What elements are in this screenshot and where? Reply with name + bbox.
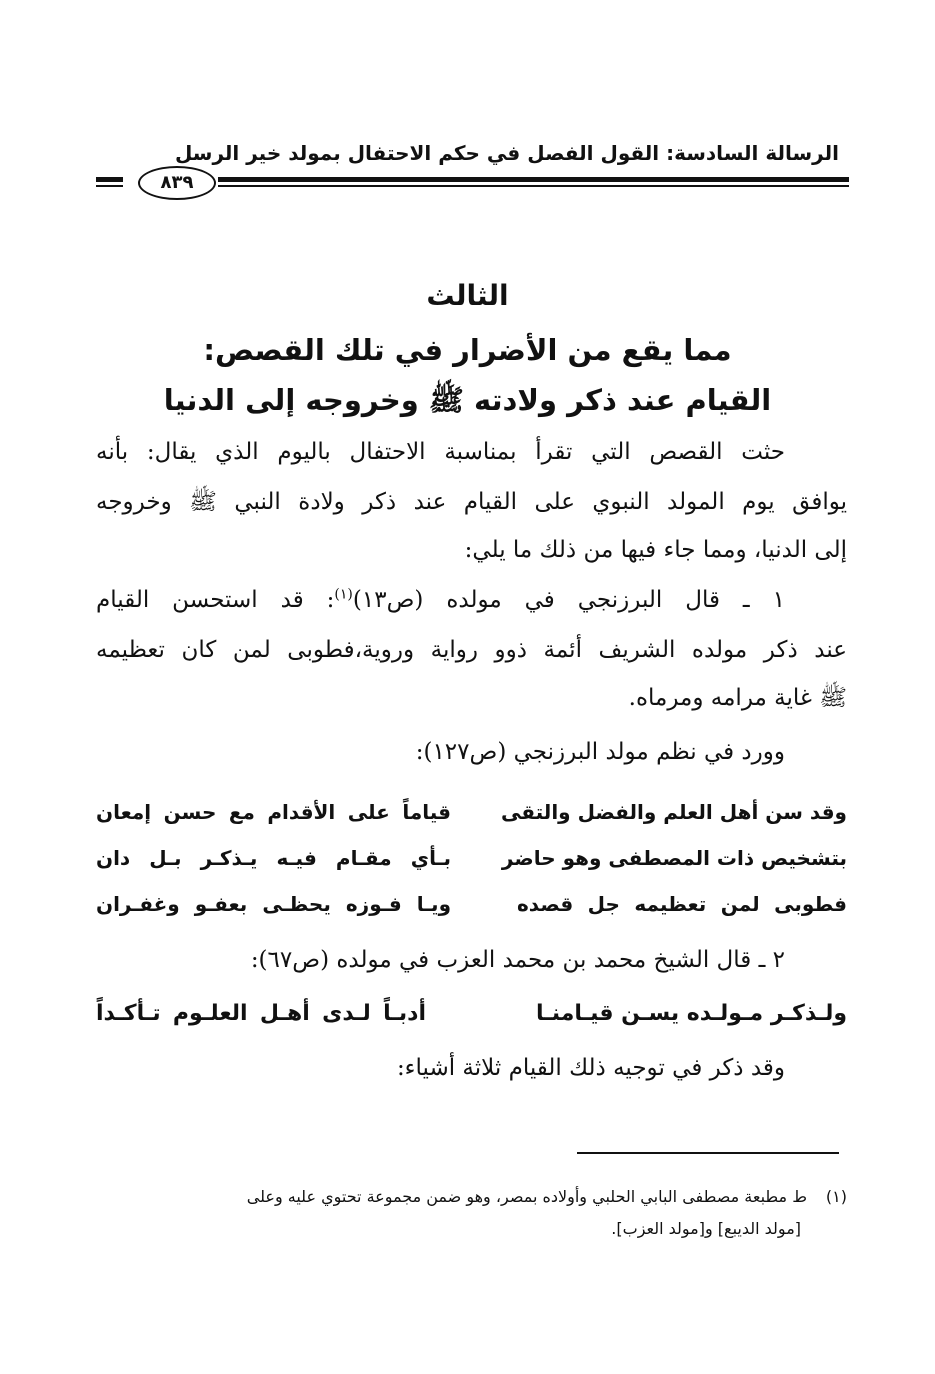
item2-line-2: وقد ذكر في توجيه ذلك القيام ثلاثة أشياء:	[396, 1055, 785, 1081]
footnote-marker: (١)	[825, 1187, 847, 1206]
poem-verse	[96, 838, 847, 878]
footnote-line-2: [مولد الديبع] و[مولد العزب].	[611, 1219, 801, 1238]
item1-text-after: : قد استحسن القيام	[96, 587, 335, 613]
verse-left-hemistich: قياماً على الأقدام مع حسن إمعان	[96, 800, 451, 824]
verse-right-hemistich: بتشخيص ذات المصطفى وهو حاضر	[501, 846, 847, 870]
header-rule-thin	[218, 185, 849, 187]
header-rule-left-thin	[96, 185, 123, 187]
item1-text-before: ١ ـ قال البرزنجي في مولده (ص١٣)	[352, 587, 785, 613]
intro-line-1: حثت القصص التي تقرأ بمناسبة الاحتفال باليوم الذي يقال: بأنه	[96, 439, 785, 465]
poem-verse	[96, 792, 847, 832]
verse-left-hemistich: بـأي مقـام فيـه يـذكـر بـل دان	[96, 846, 451, 870]
intro-line-3: إلى الدنيا، ومما جاء فيها من ذلك ما يلي:	[464, 537, 847, 563]
footnote-text: ط مطبعة مصطفى البابي الحلبي وأولاده بمصر، وهو ضمن مجموعة تحتوي عليه وعلى	[246, 1187, 807, 1206]
page-number: ٨٣٩	[138, 166, 216, 200]
item1-line-2: عند ذكر مولده الشريف أئمة ذوو رواية وروية،فطوبى لمن كان تعظيمه	[96, 637, 847, 663]
poem-verse	[96, 884, 847, 924]
header-rule-thick	[218, 177, 849, 182]
footnote-line-1	[96, 1182, 847, 1212]
item2-line-1: ٢ ـ قال الشيخ محمد بن محمد العزب في مولده (ص٦٧):	[250, 947, 785, 973]
footnote-reference: (١)	[334, 586, 353, 603]
verse-left-hemistich: ويـا فـوزه يحظـى بعفـو وغفـران	[96, 892, 451, 916]
section-subheading-line1: مما يقع من الأضرار في تلك القصص:	[203, 333, 732, 367]
item1-line-1	[96, 580, 785, 620]
poem-intro: وورد في نظم مولد البرزنجي (ص١٢٧):	[415, 739, 785, 765]
section-heading: الثالث	[426, 279, 509, 312]
intro-line-2: يوافق يوم المولد النبوي على القيام عند ذكر ولادة النبي ﷺ وخروجه	[96, 489, 847, 515]
header-rule-left-thick	[96, 177, 123, 182]
item2-verse	[96, 994, 847, 1034]
verse-right-hemistich: وقد سن أهل العلم والفضل والتقى	[501, 800, 847, 824]
verse-left-hemistich: أدبـاً لـدى أهـل العلـوم تـأكـداً	[96, 1001, 426, 1026]
verse-right-hemistich: ولـذكـر مـولـده يسـن قيـامنـا	[535, 1001, 847, 1026]
running-header-title: الرسالة السادسة: القول الفصل في حكم الاحتفال بمولد خير الرسل	[174, 141, 839, 165]
section-subheading-line2: القيام عند ذكر ولادته ﷺ وخروجه إلى الدنيا	[163, 383, 772, 417]
verse-right-hemistich: فطوبى لمن تعظيمه جل قصده	[517, 892, 847, 916]
footnote-separator	[577, 1152, 839, 1154]
item1-line-3: ﷺ غاية مرامه ومرماه.	[628, 685, 847, 711]
